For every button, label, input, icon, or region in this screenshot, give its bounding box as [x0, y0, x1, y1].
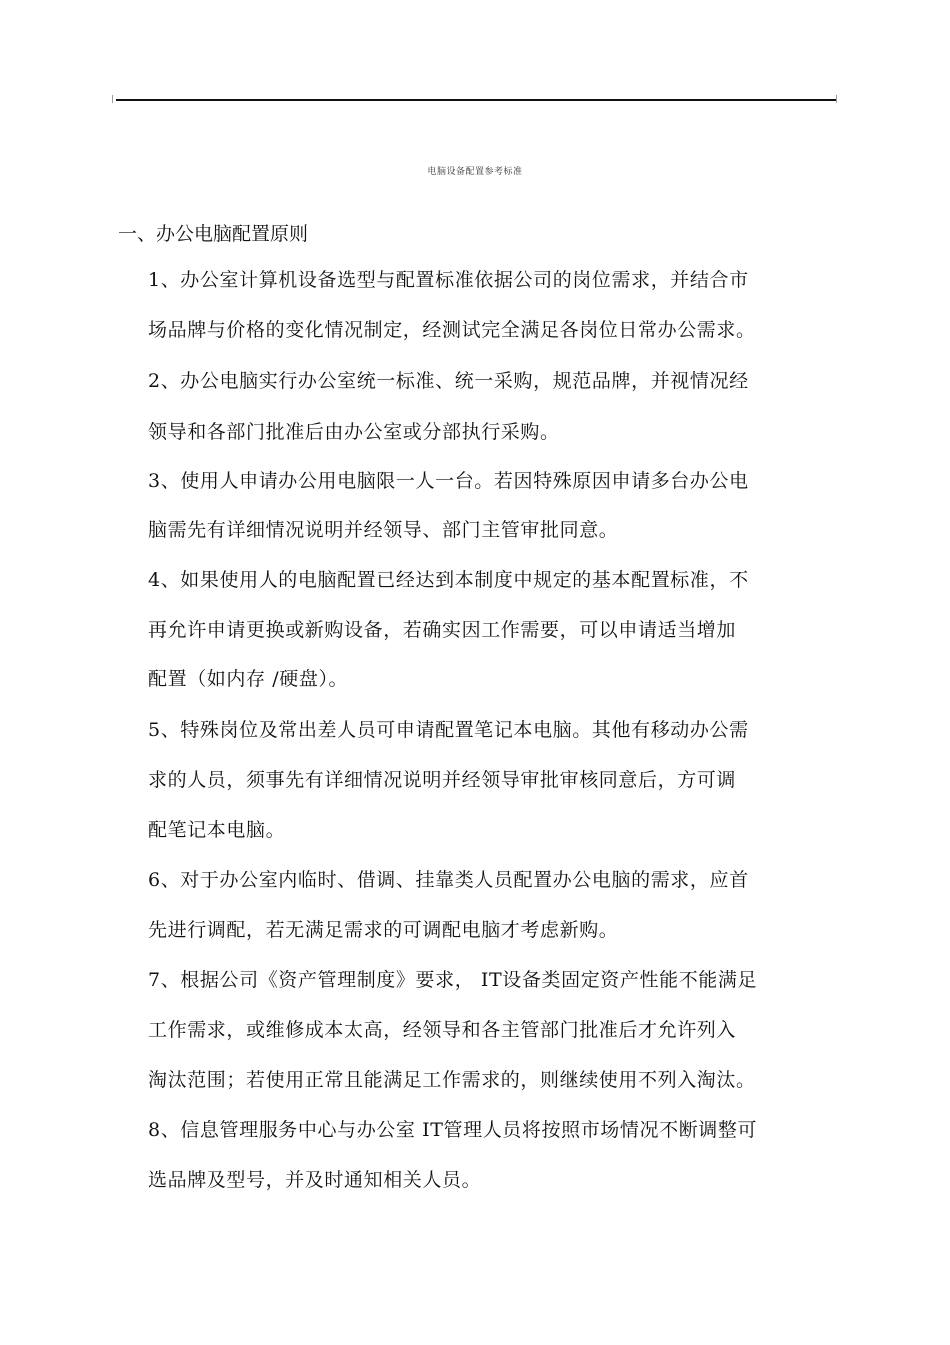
body-line: 脑需先有详细情况说明并经领导、部门主管审批同意。 — [148, 519, 619, 541]
body-line: 工作需求，或维修成本太高，经领导和各主管部门批准后才允许列入 — [148, 1019, 737, 1041]
document-title: 电脑设备配置参考标准 — [427, 167, 523, 177]
body-line: 再允许申请更换或新购设备，若确实因工作需要，可以申请适当增加 — [148, 619, 737, 641]
body-line: 8、信息管理服务中心与办公室 IT管理人员将按照市场情况不断调整可 — [148, 1119, 758, 1141]
section-heading: 一、办公电脑配置原则 — [118, 223, 309, 245]
body-line: 1、办公室计算机设备选型与配置标准依据公司的岗位需求，并结合市 — [148, 269, 749, 291]
body-line: 6、对于办公室内临时、借调、挂靠类人员配置办公电脑的需求，应首 — [148, 869, 749, 891]
body-line: 配笔记本电脑。 — [148, 819, 286, 841]
body-line: 选品牌及型号，并及时通知相关人员。 — [148, 1169, 482, 1191]
body-line: 2、办公电脑实行办公室统一标准、统一采购，规范品牌，并视情况经 — [148, 370, 749, 392]
body-line: 7、根据公司《资产管理制度》要求， IT设备类固定资产性能不能满足 — [148, 969, 758, 991]
body-line: 5、特殊岗位及常出差人员可申请配置笔记本电脑。其他有移动办公需 — [148, 719, 749, 741]
body-line: 场品牌与价格的变化情况制定，经测试完全满足各岗位日常办公需求。 — [148, 319, 756, 341]
body-line: 淘汰范围；若使用正常且能满足工作需求的，则继续使用不列入淘汰。 — [148, 1069, 756, 1091]
body-line: 4、如果使用人的电脑配置已经达到本制度中规定的基本配置标准，不 — [148, 569, 749, 591]
header-rule-left-mark — [112, 95, 116, 103]
body-line: 领导和各部门批准后由办公室或分部执行采购。 — [148, 421, 560, 443]
body-line: 求的人员，须事先有详细情况说明并经领导审批审核同意后，方可调 — [148, 769, 737, 791]
body-line: 3、使用人申请办公用电脑限一人一台。若因特殊原因申请多台办公电 — [148, 470, 749, 492]
header-rule-right-mark — [836, 95, 840, 103]
body-line: 配置（如内存 /硬盘）。 — [148, 668, 349, 690]
body-line: 先进行调配，若无满足需求的可调配电脑才考虑新购。 — [148, 919, 619, 941]
header-rule — [116, 99, 836, 101]
